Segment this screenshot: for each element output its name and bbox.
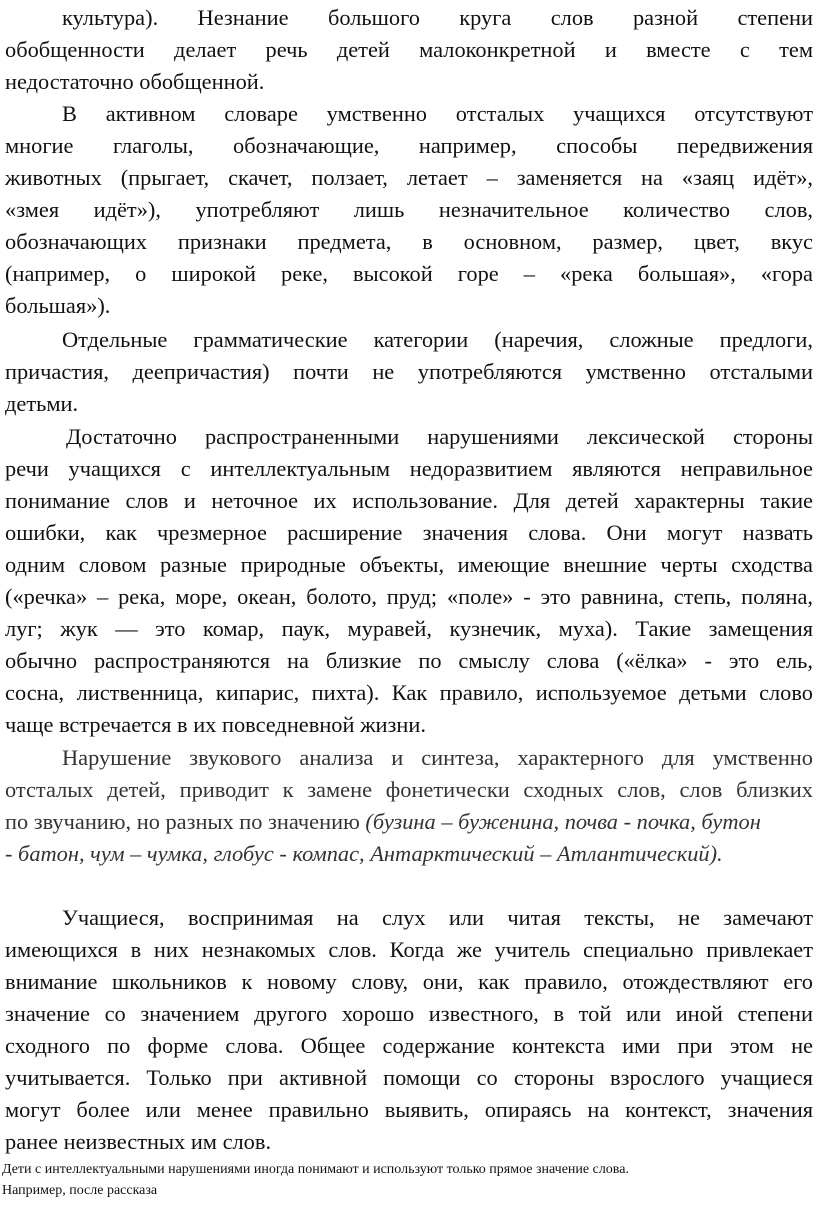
text-line: имеющихся в них незнакомых слов. Когда же учитель специально привлекает <box>5 937 813 962</box>
text-line: отсталых детей, приводит к замене фонетически сходных слов, слов близких <box>5 777 813 802</box>
text-line: недостаточно обобщенной. <box>5 69 265 94</box>
italic-examples: (бузина – буженина, почва - почка, бутон <box>365 809 761 834</box>
text-line: речи учащихся с интеллектуальным недоразвитием являются неправильное <box>5 456 813 481</box>
text-line: внимание школьников к новому слову, они, как правило, отождествляют его <box>5 969 813 994</box>
footnote-line: Например, после рассказа <box>2 1183 158 1198</box>
text-segment: по звучанию, но разных по значению <box>5 809 366 834</box>
text-line: причастия, деепричастия) почти не употребляются умственно отсталыми <box>5 359 813 384</box>
text-line: обычно распространяются на близкие по смыслу слова («ёлка» - это ель, <box>5 648 813 673</box>
text-line: большая»). <box>5 293 111 318</box>
text-line: могут более или менее правильно выявить, опираясь на контекст, значения <box>5 1097 813 1122</box>
text-line: животных (прыгает, скачет, ползает, летает – заменяется на «заяц идёт», <box>5 165 813 190</box>
text-line: чаще встречается в их повседневной жизни. <box>5 712 426 737</box>
text-line: ранее неизвестных им слов. <box>5 1129 272 1154</box>
text-line: В активном словаре умственно отсталых учащихся отсутствуют <box>62 101 813 126</box>
text-line: культура). Незнание большого круга слов разной степени <box>62 5 813 30</box>
text-line: Достаточно распространенными нарушениями лексической стороны <box>66 424 813 449</box>
text-line: понимание слов и неточное их использование. Для детей характерны такие <box>5 488 813 513</box>
text-line: учитывается. Только при активной помощи со стороны взрослого учащиеся <box>5 1065 813 1090</box>
text-line: «змея идёт»), употребляют лишь незначительное количество слов, <box>5 197 813 222</box>
text-line: обобщенности делает речь детей малоконкретной и вместе с тем <box>5 37 813 62</box>
text-line: ошибки, как чрезмерное расширение значения слова. Они могут назвать <box>5 520 813 545</box>
text-line: детьми. <box>5 391 79 416</box>
text-line: значение со значением другого хорошо известного, в той или иной степени <box>5 1001 813 1026</box>
footnote-line: Дети с интеллектуальными нарушениями иногда понимают и используют только прямое значение слова. <box>2 1162 629 1177</box>
text-line: одним словом разные природные объекты, имеющие внешние черты сходства <box>5 552 813 577</box>
text-line: сосна, лиственница, кипарис, пихта). Как правило, используемое детьми слово <box>5 680 813 705</box>
text-line: - батон, чум – чумка, глобус - компас, Антарктический – Атлантический). <box>5 841 723 866</box>
text-line: обозначающих признаки предмета, в основном, размер, цвет, вкус <box>5 229 813 254</box>
text-line <box>5 806 813 838</box>
text-line: Отдельные грамматические категории (наречия, сложные предлоги, <box>62 327 813 352</box>
text-line: Нарушение звукового анализа и синтеза, характерного для умственно <box>62 745 813 770</box>
text-line: («речка» – река, море, океан, болото, пруд; «поле» - это равнина, степь, поляна, <box>5 584 813 609</box>
text-line: (например, о широкой реке, высокой горе – «река большая», «гора <box>5 261 813 286</box>
text-line: Учащиеся, воспринимая на слух или читая тексты, не замечают <box>62 905 813 930</box>
text-line: сходного по форме слова. Общее содержание контекста ими при этом не <box>5 1033 813 1058</box>
text-line: многие глаголы, обозначающие, например, способы передвижения <box>5 133 813 158</box>
text-line: луг; жук — это комар, паук, муравей, кузнечик, муха). Такие замещения <box>5 616 813 641</box>
